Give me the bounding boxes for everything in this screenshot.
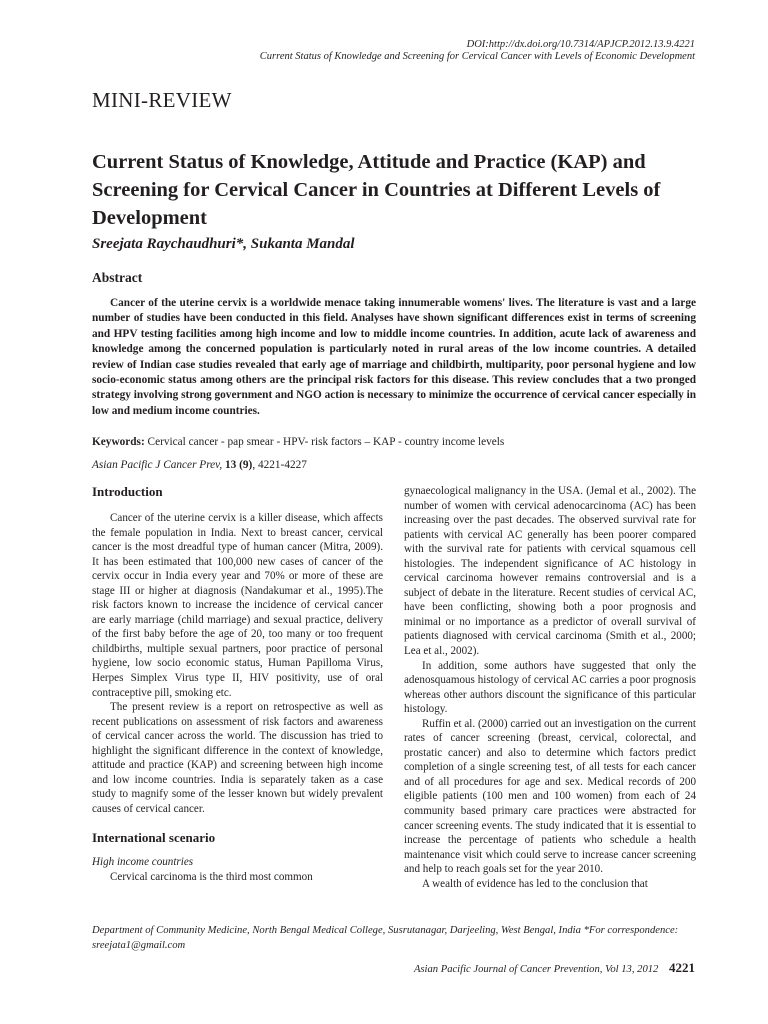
body-paragraph: In addition, some authors have suggested that only the adenosquamous histology of cervical AC carries a poor prognosis whereas other authors discount the significance of this particular histology. [404, 659, 696, 716]
introduction-paragraph: Cancer of the uterine cervix is a killer disease, which affects the female population in India. Next to breast cancer, cervical cancer is the most dreadful type of human cancer (Mitra, 2009). It has been estimated that 100,000 new cases of cancer of the cervix occur in India every year and 70% or more of these are stage III or higher at diagnosis (Nandakumar et al., 1995).The risk factors known to increase the incidence of cervical cancer are early marriage (child marriage) and sexual practice, delivery of the first baby before the age of 20, too many or too frequent childbirths, multiple sexual partners, poor practice of personal hygiene, low socio economic status, Human Papilloma Virus, Herpes Simplex Virus type II, HIV positivity, use of oral contraceptive pill, smoking etc. [92, 512, 383, 699]
citation-volume: 13 (9) [225, 459, 253, 471]
high-income-subheading: High income countries [92, 856, 194, 869]
page-number: 4221 [669, 960, 695, 975]
article-title: Current Status of Knowledge, Attitude and Practice (KAP) and Screening for Cervical Cancer in Countries at Different Levels of Development [92, 151, 661, 229]
international-paragraph: Cervical carcinoma is the third most common [110, 871, 313, 884]
page-footer [414, 960, 695, 976]
introduction-paragraph: The present review is a report on retrospective as well as recent publications on assessment of risk factors and awareness of cervical cancer across the world. The discussion has tried to highlight the significant difference in the context of knowledge, attitude and practice (KAP) and screening between high income and low income countries. India is separately taken as a case study to magnify some of the lesser known but widely prevalent causes of cervical cancer. [92, 701, 383, 815]
left-column [92, 484, 383, 885]
introduction-heading: Introduction [92, 484, 163, 499]
keywords-line [92, 436, 504, 448]
affiliation-footnote: Department of Community Medicine, North Bengal Medical College, Susrutanagar, Darjeeling, West Bengal, India *For correspondence: sreejata1@gmail.com [92, 925, 679, 951]
citation-journal: Asian Pacific J Cancer Prev, [92, 459, 223, 471]
international-scenario-heading: International scenario [92, 830, 216, 846]
right-column [404, 484, 696, 891]
footer-journal: Asian Pacific Journal of Cancer Prevention, Vol 13, 2012 [413, 964, 659, 975]
running-head: Current Status of Knowledge and Screening for Cervical Cancer with Levels of Economic Development [259, 51, 695, 62]
abstract-heading: Abstract [92, 270, 143, 285]
doi-line[interactable]: DOI:http://dx.doi.org/10.7314/APJCP.2012.13.9.4221 [466, 39, 695, 50]
citation-pages: , 4221-4227 [252, 459, 307, 471]
body-paragraph: Ruffin et al. (2000) carried out an investigation on the current rates of cancer screening (breast, cervical, colorectal, and prostatic cancer) and also to determine which factors predict completion of a single screening test, of all tests for each cancer and of all procedures for age and sex. Medical records of 200 eligible patients (100 men and 100 women) from each of 24 community based primary care practices were abstracted for cancer screening events. The study indicated that it is essential to increase the percentage of patients who schedule a health maintenance visit which could serve to increase cancer screening and help to reach goals set for the year 2010. [404, 717, 696, 876]
abstract-body: Cancer of the uterine cervix is a worldwide menace taking innumerable womens' lives. The literature is vast and a large number of studies have been conducted in this field. Analyses have shown significant differences exist in terms of screening and HPV testing facilities among high income and low to middle income countries. In addition, acute lack of awareness and knowledge among the concerned population is particularly noted in rural areas of the low income countries. A detailed review of Indian case studies revealed that early age of marriage and childbirth, multiparity, poor personal hygiene and low socio-economic status among others are the principal risk factors for this disease. This review concludes that a two pronged strategy involving strong government and NGO action is necessary to minimize the occurrence of cervical cancer especially in low and medium income countries. [92, 297, 696, 417]
body-paragraph: gynaecological malignancy in the USA. (Jemal et al., 2002). The number of women with cervical adenocarcinoma (AC) has been increasing over the past decades. The observed survival rate for patients with cervical AC generally has been poorer compared with the survival rate for patients with cervical squamous cell histologies. The independent significance of AC histology in cervical carcinoma however remains controversial and is a subject of debate in the literature. Recent studies of cervical AC, have been conflicting, showing both a poor prognosis and minimal or no importance as a predictor of overall survival of patients diagnosed with cervical carcinoma (Smith et al., 2000; Lea et al., 2002). [404, 485, 696, 658]
body-paragraph: A wealth of evidence has led to the conclusion that [422, 877, 648, 890]
author-list: Sreejata Raychaudhuri*, Sukanta Mandal [92, 236, 355, 252]
keywords-text: Cervical cancer - pap smear - HPV- risk factors – KAP - country income levels [147, 436, 505, 448]
citation-line [92, 459, 307, 471]
keywords-label: Keywords: [92, 436, 145, 448]
section-label: MINI-REVIEW [92, 88, 232, 112]
